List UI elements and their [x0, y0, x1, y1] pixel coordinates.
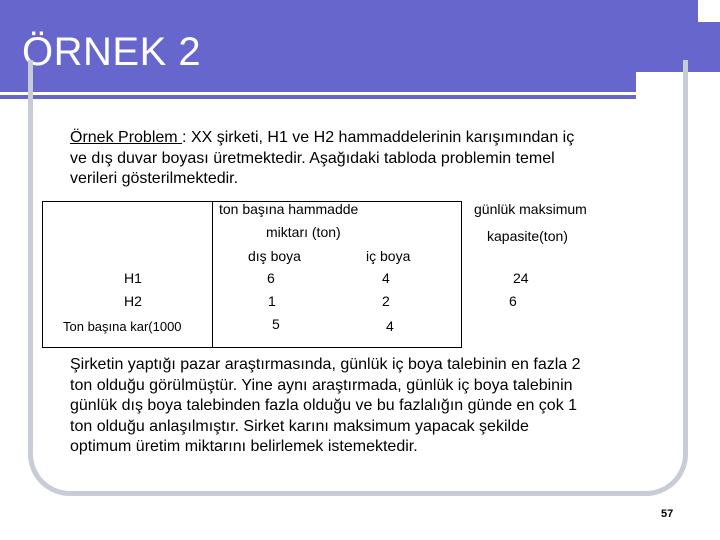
row-h1-outer: 6 — [267, 270, 275, 286]
conclusion-line-4: ton olduğu anlaşılmıştır. Sirket karını maksimum yapacak şekilde — [70, 417, 529, 435]
slide-title: ÖRNEK 2 — [22, 30, 202, 74]
corner-square-top — [698, 0, 720, 22]
row-h2-label: H2 — [124, 293, 142, 309]
row-h1-label: H1 — [124, 270, 142, 286]
row-profit-label: Ton başına kar(1000 — [63, 319, 182, 334]
problem-colon: : — [182, 129, 187, 146]
problem-label: Örnek Problem — [70, 129, 183, 146]
intro-line-2: ve dış duvar boyası üretmektedir. Aşağıdaki tabloda problemin temel — [70, 149, 555, 167]
row-h1-capacity: 24 — [513, 270, 529, 286]
page-number: 57 — [661, 508, 674, 520]
row-h2-outer: 1 — [268, 293, 276, 309]
intro-line-3: verileri gösterilmektedir. — [70, 170, 239, 187]
row-h2-inner: 2 — [382, 293, 390, 309]
conclusion-line-2: ton olduğu görülmüştür. Yine aynı araştırmada, günlük iç boya talebinin — [70, 376, 573, 394]
row-profit-outer: 5 — [272, 316, 280, 332]
row-profit-inner: 4 — [386, 318, 394, 334]
header-material-amount: ton başına hammadde — [219, 201, 359, 217]
header-material-unit: miktarı (ton) — [266, 224, 341, 240]
row-h2-capacity: 6 — [509, 293, 517, 309]
conclusion-line-5: optimum üretim miktarını belirlemek istemektedir. — [70, 438, 418, 455]
header-outer-paint: dış boya — [248, 248, 301, 264]
intro-line-1-text: XX şirketi, H1 ve H2 hammaddelerinin karışımından iç — [186, 129, 575, 146]
conclusion-line-1: Şirketin yaptığı pazar araştırmasında, günlük iç boya talebinin en fazla 2 — [70, 356, 581, 373]
conclusion-line-3: günlük dış boya talebinden fazla olduğu ve bu fazlalığın günde en çok 1 — [70, 397, 578, 414]
row-h1-inner: 4 — [382, 270, 390, 286]
problem-intro — [70, 128, 660, 190]
problem-conclusion — [70, 355, 670, 458]
intro-line-1 — [70, 128, 660, 149]
header-inner-paint: iç boya — [366, 248, 411, 264]
header-capacity: günlük maksimum — [474, 201, 587, 217]
header-capacity-unit: kapasite(ton) — [487, 228, 568, 244]
